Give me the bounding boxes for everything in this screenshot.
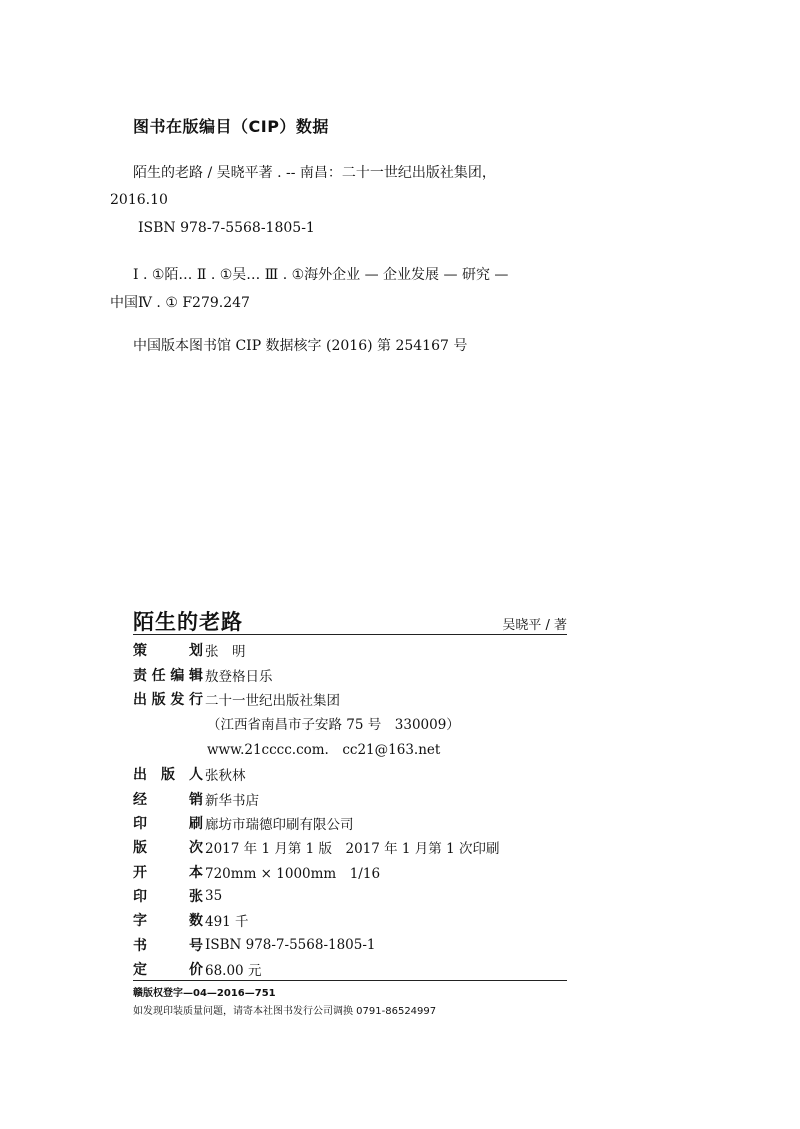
colophon-row bbox=[133, 688, 340, 710]
row-value: 491 千 bbox=[205, 914, 249, 930]
colophon-row bbox=[133, 639, 246, 661]
row-label-char: 经 bbox=[133, 792, 147, 808]
row-label bbox=[133, 689, 203, 709]
row-label-char: 开 bbox=[133, 865, 147, 881]
book-title: 陌生的老路 bbox=[133, 609, 243, 634]
colophon-row bbox=[133, 909, 249, 931]
row-value: 张 明 bbox=[205, 644, 246, 660]
colophon-row bbox=[133, 934, 376, 956]
row-label bbox=[133, 959, 203, 979]
row-label-char: 策 bbox=[133, 643, 147, 659]
colophon-row bbox=[133, 885, 222, 907]
row-label-char: 责 bbox=[133, 668, 147, 684]
row-label bbox=[133, 665, 203, 685]
row-label-char: 编 bbox=[170, 668, 185, 684]
row-label-char: 版 bbox=[133, 840, 147, 856]
cip-isbn: ISBN 978-7-5568-1805-1 bbox=[138, 220, 315, 236]
row-label-char: 次 bbox=[189, 840, 203, 856]
row-label-char: 行 bbox=[188, 692, 203, 708]
row-label-char: 划 bbox=[189, 643, 203, 659]
colophon-row bbox=[133, 812, 354, 834]
row-label-char: 张 bbox=[189, 889, 203, 905]
row-label-char: 字 bbox=[133, 913, 147, 929]
row-value: 张秋林 bbox=[205, 768, 246, 784]
row-value: 68.00 元 bbox=[205, 963, 262, 979]
row-value: 35 bbox=[205, 888, 223, 904]
row-label-char: 印 bbox=[133, 816, 147, 832]
bottom-divider bbox=[133, 980, 567, 981]
row-label-char: 书 bbox=[133, 938, 147, 954]
row-value: 720mm × 1000mm 1/16 bbox=[205, 866, 381, 882]
row-label-char: 版 bbox=[151, 692, 166, 708]
publisher-web: www.21cccc.com. cc21@163.net bbox=[207, 742, 441, 758]
row-label bbox=[133, 640, 203, 660]
row-label bbox=[133, 764, 203, 784]
author-credit: 吴晓平 / 著 bbox=[502, 618, 567, 633]
row-label-char: 数 bbox=[189, 913, 203, 929]
cip-subjects-line-2: 中国Ⅳ . ① F279.247 bbox=[110, 295, 250, 311]
row-label bbox=[133, 910, 203, 930]
row-value: ISBN 978-7-5568-1805-1 bbox=[205, 937, 376, 953]
cip-entry: 陌生的老路 / 吴晓平著 . -- 南昌：二十一世纪出版社集团， bbox=[133, 165, 496, 181]
cip-subjects-line-1: Ⅰ . ①陌… Ⅱ . ①吴… Ⅲ . ①海外企业 — 企业发展 — 研究 — bbox=[133, 267, 509, 283]
colophon-row bbox=[133, 763, 246, 785]
colophon-row bbox=[133, 664, 273, 686]
quality-note: 如发现印装质量问题，请寄本社图书发行公司调换 0791-86524997 bbox=[133, 1006, 437, 1017]
colophon-row bbox=[133, 958, 261, 980]
row-label-char: 出 bbox=[133, 692, 147, 708]
row-label-char: 版 bbox=[161, 767, 175, 783]
row-value: 敖登格日乐 bbox=[205, 669, 273, 685]
row-label-char: 销 bbox=[189, 792, 203, 808]
row-label bbox=[133, 837, 203, 857]
row-label-char: 人 bbox=[189, 767, 203, 783]
row-label-char: 价 bbox=[189, 962, 203, 978]
colophon-row bbox=[133, 861, 380, 883]
publisher-address: （江西省南昌市子安路 75 号 330009） bbox=[207, 717, 460, 733]
colophon-row bbox=[133, 836, 499, 858]
row-label-char: 本 bbox=[189, 865, 203, 881]
row-label-char: 定 bbox=[133, 962, 147, 978]
cip-approval-number: 中国版本图书馆 CIP 数据核字 (2016) 第 254167 号 bbox=[133, 338, 468, 354]
cip-heading: 图书在版编目（CIP）数据 bbox=[133, 117, 329, 136]
row-label bbox=[133, 789, 203, 809]
row-label-char: 任 bbox=[151, 668, 166, 684]
row-value: 新华书店 bbox=[205, 793, 259, 809]
row-value: 二十一世纪出版社集团 bbox=[205, 693, 340, 709]
row-label bbox=[133, 935, 203, 955]
row-label-char: 刷 bbox=[189, 816, 203, 832]
row-value: 廊坊市瑞德印刷有限公司 bbox=[205, 817, 354, 833]
cip-date: 2016.10 bbox=[110, 192, 168, 208]
row-label-char: 辑 bbox=[188, 668, 203, 684]
row-value: 2017 年 1 月第 1 版 2017 年 1 月第 1 次印刷 bbox=[205, 841, 500, 857]
row-label bbox=[133, 886, 203, 906]
row-label bbox=[133, 862, 203, 882]
copyright-registration: 赣版权登字—04—2016—751 bbox=[133, 988, 276, 999]
row-label-char: 发 bbox=[170, 692, 185, 708]
colophon-row bbox=[133, 788, 259, 810]
title-divider bbox=[133, 634, 567, 635]
row-label bbox=[133, 813, 203, 833]
row-label-char: 出 bbox=[133, 767, 147, 783]
row-label-char: 印 bbox=[133, 889, 147, 905]
row-label-char: 号 bbox=[189, 938, 203, 954]
